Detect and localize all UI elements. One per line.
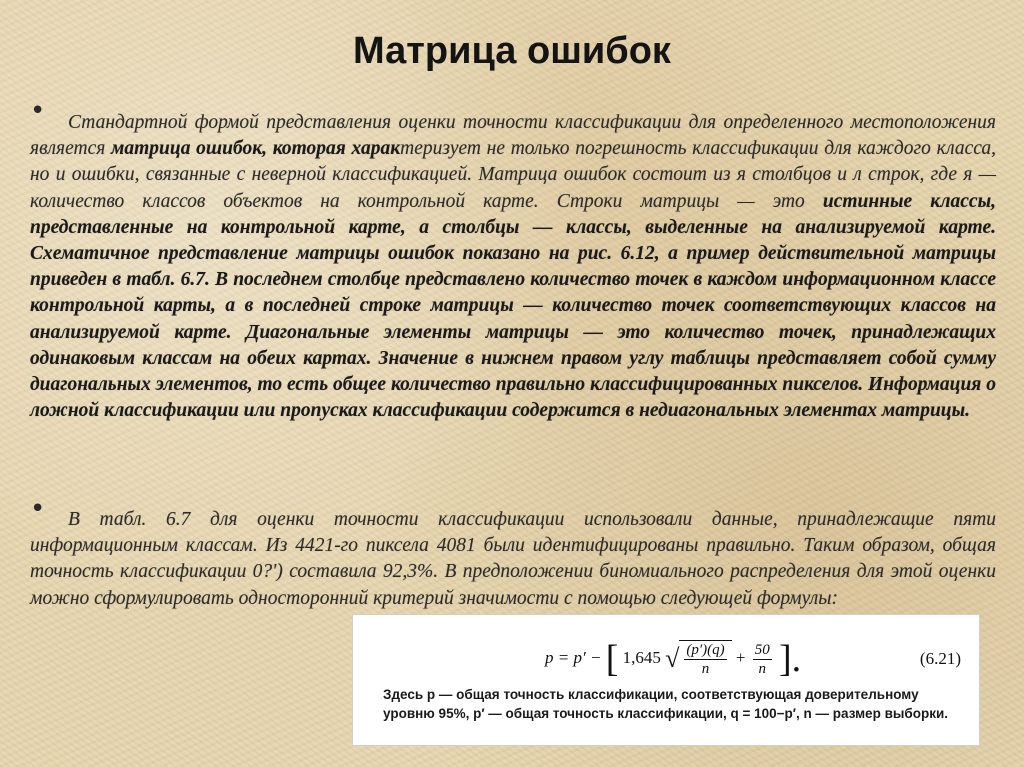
formula-expression: p = p′ − [ 1,645 √ $\frac{(p')(q)}{n}$ + $\frac{50}{n}$ ]. (545, 638, 802, 680)
para1-text-b: теризует не только погрешность классификации для каждого класса, но и ошибки, связанные с неверной классификацией. Матрица ошибок состоит из я столбцов и л строк, где я — количество классов объектов на контрольной карте. Строки матрицы — это (30, 138, 996, 212)
para1-bold-b: истинные классы, представленные на контрольной карте, а столбцы — классы, выделенные на анализируемой карте. Схематичное представление матрицы ошибок показано на рис. 6.12, а пример действительной матрицы приведен в табл. 6.7. В последнем столбце представлено количество точек в каждом информационном классе контрольной карты, а в последней строке матрицы — количество точек соответствующих классов на анализируемой карте. Диагональные элементы матрицы — это количество точек, принадлежащих одинаковым классам на обеих картах. Значение в нижнем правом углу таблицы представляет собой сумму диагональных элементов, то есть общее количество правильно классифицированных пикселов. Информация о ложной классификации или пропусках классификации содержится в недиагональных элементах матрицы. (30, 190, 996, 422)
formula-close-bracket: ]. (778, 638, 802, 680)
paragraph-accuracy-example (30, 507, 996, 612)
formula-coefficient: 1,645 (622, 647, 661, 667)
formula-numerator-2: 50 (754, 641, 770, 658)
formula-denominator-1: n (701, 660, 710, 677)
formula-open-bracket: [ (605, 638, 619, 680)
slide-title: Матрица ошибок (353, 30, 671, 72)
formula-lhs: p = p (545, 647, 582, 667)
formula-note: Здесь p — общая точность классификации, соответствующая доверительному уровню 95%, p′ — общая точность классификации, q = 100−p′, n — размер выборки. (383, 687, 949, 721)
paragraph-confusion-matrix (30, 110, 996, 424)
formula-denominator-2: n (758, 660, 766, 677)
bullet-marker: • (30, 494, 46, 524)
formula-minus: − (585, 647, 606, 667)
bullet-marker: • (30, 96, 46, 126)
formula-image (352, 614, 980, 746)
para1-bold-a: матрица ошибок, которая харак (111, 138, 401, 160)
formula-plus: + (735, 647, 746, 667)
formula-numerator-1: (p′)(q) (686, 641, 725, 658)
formula-prime: ′ (581, 647, 586, 667)
para1-text-a: Стандартной формой представления оценки точности классификации для определенного местоположения является (30, 112, 996, 160)
para2-text: В табл. 6.7 для оценки точности классификации использовали данные, принадлежащие пяти информационным классам. Из 4421-го пиксела 4081 были идентифицированы правильно. Таким образом, общая точность классификации 0?') составила 92,3%. В предположении биномиального распределения для этой оценки можно сформулировать односторонний критерий значимости с помощью следующей формулы: (30, 509, 996, 609)
equation-number: (6.21) (919, 649, 961, 668)
